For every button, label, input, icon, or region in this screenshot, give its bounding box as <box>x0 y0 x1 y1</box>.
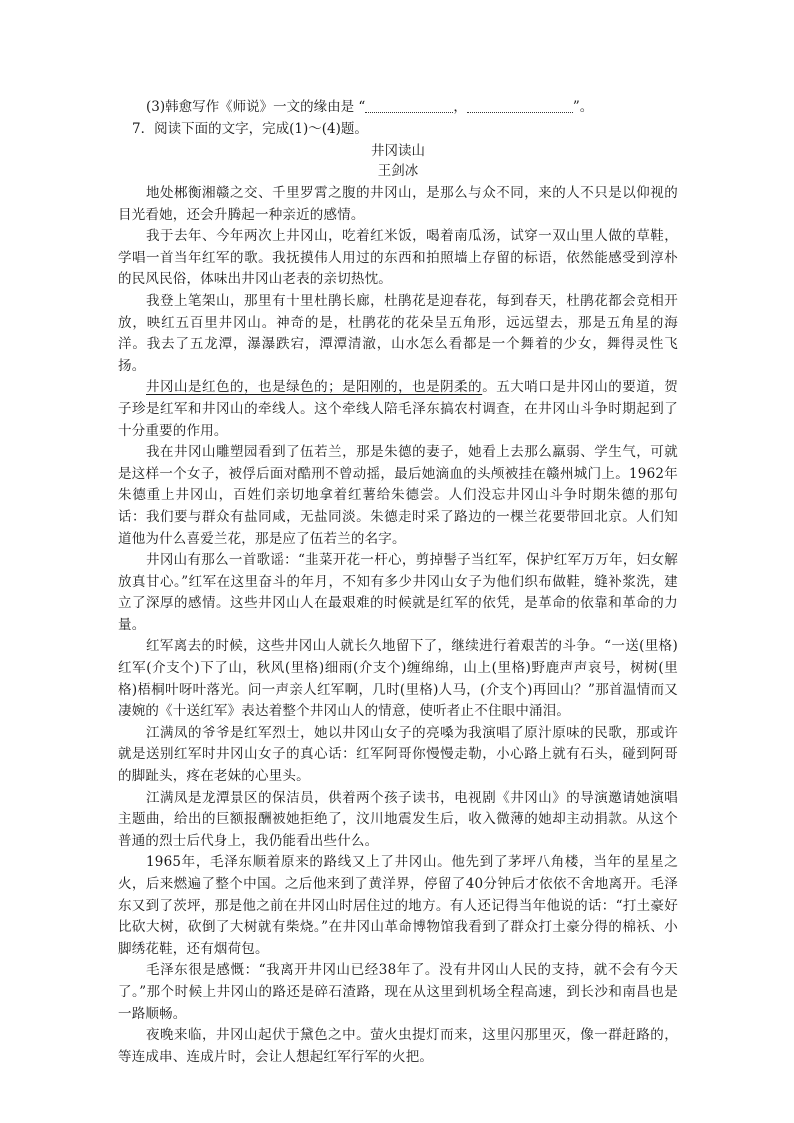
answer-blank-2[interactable] <box>467 98 573 113</box>
paragraph-10: 1965年，毛泽东顺着原来的路线又上了井冈山。他先到了茅坪八角楼，当年的星星之火，后来燃遍了整个中国。之后他来到了黄洋界，停留了40分钟后才依依不舍地离开。毛泽东又到了茨坪，那是他之前在井冈山时居住过的地方。有人还记得当年他说的话：“打土豪好比砍大树，砍倒了大树就有柴烧。”在井冈山革命博物馆我看到了群众打土豪分得的棉袄、小脚绣花鞋，还有烟荷包。 <box>118 854 678 957</box>
paragraph-1: 地处郴衡湘赣之交、千里罗霄之腹的井冈山，是那么与众不同，来的人不只是以仰视的目光看她，还会升腾起一种亲近的感情。 <box>118 185 678 223</box>
paragraph-8: 江满凤的爷爷是红军烈士，她以井冈山女子的亮嗓为我演唱了原汁原味的民歌，那或许就是送别红军时井冈山女子的真心话：红军阿哥你慢慢走勒，小心路上就有石头，碰到阿哥的脚趾头，疼在老妹的心里头。 <box>118 724 678 785</box>
paragraph-4 <box>118 377 678 442</box>
paragraph-4-rest: 。五大哨口是井冈山的要道，贺子珍是红军和井冈山的牵线人。这个牵线人陪毛泽东搞农村调查，在井冈山斗争时期起到了十分重要的作用。 <box>118 379 678 439</box>
paragraph-3: 我登上笔架山，那里有十里杜鹃长廊，杜鹃花是迎春花，每到春天，杜鹃花都会竞相开放，映红五百里井冈山。神奇的是，杜鹃花的花朵呈五角形，远远望去，那是五角星的海洋。我去了五龙潭，瀑瀑跌宕，潭潭清澈，山水怎么看都是一个舞着的少女，舞得灵性飞扬。 <box>118 292 678 374</box>
paragraph-6: 井冈山有那么一首歌谣：“韭菜开花一杆心，剪掉髻子当红军，保护红军万万年，妇女解放真甘心。”红军在这里奋斗的年月，不知有多少井冈山女子为他们织布做鞋，缝补浆洗，建立了深厚的感情。这些井冈山人在最艰难的时候就是红军的依凭，是革命的依靠和革命的力量。 <box>118 552 678 633</box>
paragraph-11: 毛泽东很是感慨：“我离开井冈山已经38年了。没有井冈山人民的支持，就不会有今天了。”那个时候上井冈山的路还是碎石渣路，现在从这里到机场全程高速，到长沙和南昌也是一路顺畅。 <box>118 962 678 1022</box>
document-content <box>118 96 678 1068</box>
article-author: 王剑冰 <box>377 163 419 179</box>
paragraph-7: 红军离去的时候，这些井冈山人就长久地留下了，继续进行着艰苦的斗争。“一送(里格)红军(介支个)下了山，秋风(里格)细雨(介支个)缠绵绵，山上(里格)野鹿声声哀号，树树(里格)梧桐叶呀叶落光。问一声亲人红军啊，几时(里格)人马，(介支个)再回山？”那首温情而又凄婉的《十送红军》表达着整个井冈山人的情意，使听者止不住眼中涌泪。 <box>118 638 678 720</box>
article-title: 井冈读山 <box>371 143 425 159</box>
question-item-7: 7．阅读下面的文字，完成(1)～(4)题。 <box>132 121 368 137</box>
question-3-text: (3)韩愈写作《师说》一文的缘由是 “ <box>146 99 366 115</box>
paragraph-12: 夜晚来临，井冈山起伏于黛色之中。萤火虫提灯而来，这里闪那里灭，像一群赶路的，等连成串、连成片时，会让人想起红军行军的火把。 <box>118 1027 678 1065</box>
question-3-closing: ”。 <box>572 99 594 115</box>
paragraph-2: 我于去年、今年两次上井冈山，吃着红米饭，喝着南瓜汤，试穿一双山里人做的草鞋，学唱一首当年红军的歌。我抚摸伟人用过的东西和拍照墙上存留的标语，依然能感受到淳朴的民风民俗，体味出井冈山老表的亲切热忱。 <box>118 228 678 288</box>
paragraph-5: 我在井冈山雕塑园看到了伍若兰，那是朱德的妻子，她看上去那么羸弱、学生气，可就是这样一个女子，被俘后面对酷刑不曾动摇，最后她滴血的头颅被挂在赣州城门上。1962年朱德重上井冈山，百姓们亲切地拿着红薯给朱德尝。人们没忘井冈山斗争时期朱德的那句话：我们要与群众有盐同咸，无盐同淡。朱德走时采了路边的一棵兰花要带回北京。人们知道他为什么喜爱兰花，那是应了伍若兰的名字。 <box>118 444 678 547</box>
paragraph-9: 江满凤是龙潭景区的保洁员，供着两个孩子读书，电视剧《井冈山》的导演邀请她演唱主题曲，给出的巨额报酬被她拒绝了，汶川地震发生后，收入微薄的她却主动捐款。从这个普通的烈士后代身上，我仍能看出些什么。 <box>118 789 678 849</box>
underlined-sentence: 井冈山是红色的，也是绿色的；是阳刚的，也是阴柔的 <box>146 379 483 396</box>
answer-blank-1[interactable] <box>365 98 453 113</box>
question-item-3 <box>118 96 678 118</box>
question-3-separator: ， <box>453 99 467 115</box>
